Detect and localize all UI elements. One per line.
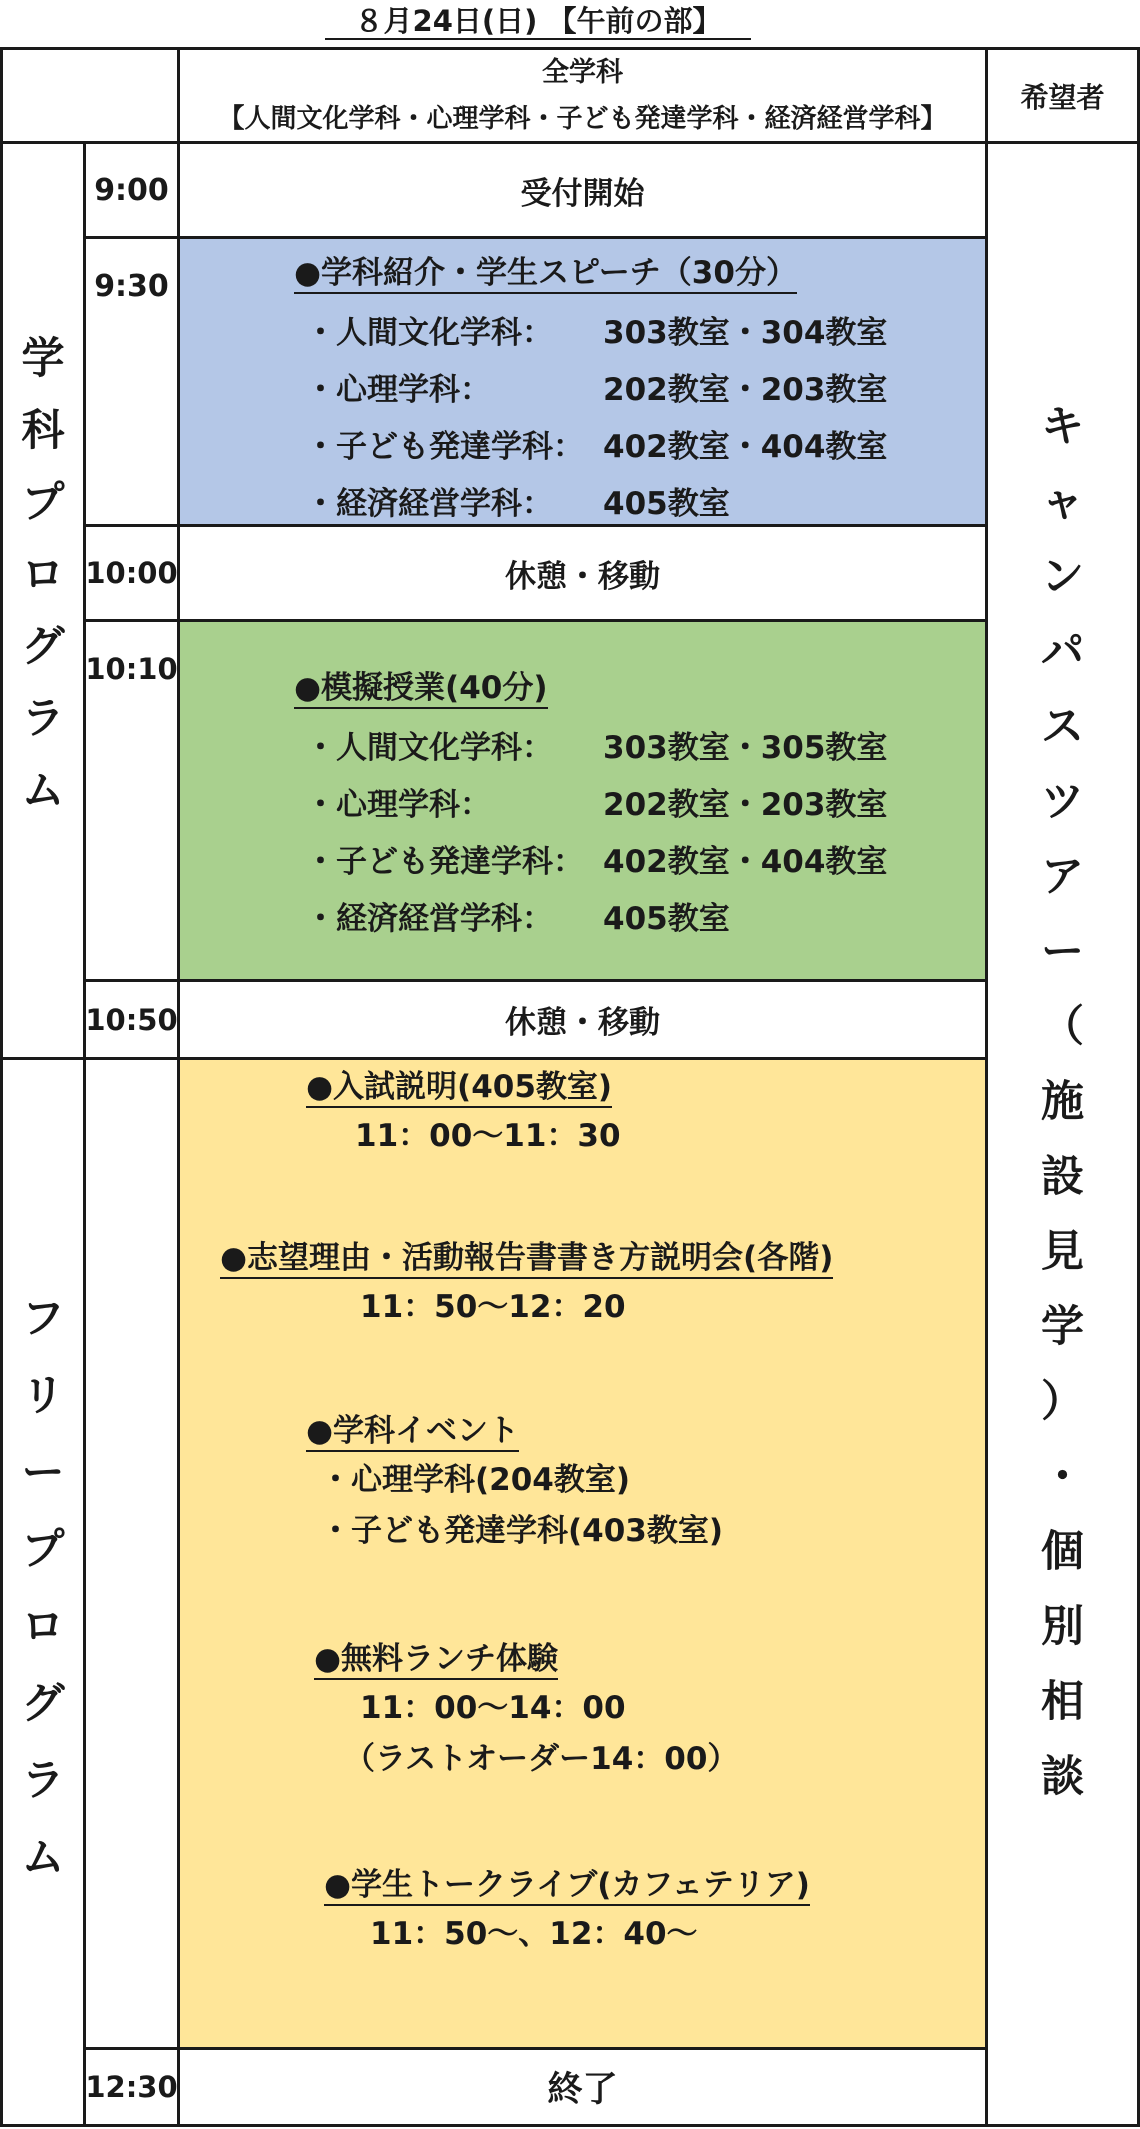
lunch-item bbox=[314, 1640, 738, 1782]
admission-heading: ●入試説明(405教室) bbox=[306, 1068, 612, 1108]
campus-tour-char: ン bbox=[1041, 552, 1084, 602]
page-title: ８月24日(日) 【午前の部】 bbox=[325, 4, 751, 40]
mock-class-block bbox=[180, 622, 988, 982]
departments-label: 全学科 bbox=[542, 56, 623, 88]
campus-tour-char: 学 bbox=[1041, 1302, 1084, 1352]
campus-tour-char: ツ bbox=[1041, 777, 1084, 827]
section-campus-tour bbox=[988, 144, 1140, 2127]
campus-tour-char: 設 bbox=[1041, 1152, 1084, 1202]
mock-room-row bbox=[305, 891, 887, 948]
mock-room-row bbox=[305, 834, 887, 891]
mock-room: 405教室 bbox=[603, 901, 730, 937]
gakka-program-char: グ bbox=[21, 622, 65, 672]
admission-item bbox=[306, 1068, 621, 1165]
essay-time: 11：50～12：20 bbox=[360, 1289, 626, 1325]
mock-dept: ・心理学科： bbox=[305, 787, 491, 823]
essay-item bbox=[220, 1239, 833, 1336]
talk-item bbox=[324, 1866, 810, 1963]
gakka-program-char: 科 bbox=[21, 406, 65, 456]
event-item bbox=[306, 1412, 723, 1554]
departments-list: 【人間文化学科・心理学科・子ども発達学科・経済経営学科】 bbox=[218, 103, 947, 134]
event-heading: ●学科イベント bbox=[306, 1412, 519, 1452]
time-0900: 9:00 bbox=[86, 144, 180, 239]
mock-dept: ・人間文化学科： bbox=[305, 730, 553, 766]
schedule-table bbox=[0, 47, 1140, 2127]
reception-cell: 受付開始 bbox=[180, 144, 988, 239]
mock-heading: ●模擬授業(40分) bbox=[294, 669, 548, 709]
header-wish-cell: 希望者 bbox=[988, 47, 1140, 144]
intro-dept: ・経済経営学科： bbox=[305, 486, 553, 522]
mock-dept: ・子ども発達学科： bbox=[305, 844, 584, 880]
intro-room-row bbox=[305, 476, 887, 533]
time-1010: 10:10 bbox=[86, 622, 180, 982]
time-1050: 10:50 bbox=[86, 982, 180, 1060]
admission-time: 11：00～11：30 bbox=[355, 1118, 621, 1154]
gakka-program-char: プ bbox=[21, 478, 65, 528]
event-line: ・心理学科(204教室) bbox=[320, 1462, 631, 1498]
header-corner-cell bbox=[0, 47, 180, 144]
free-program-char: ム bbox=[21, 1833, 65, 1883]
campus-tour-char: ス bbox=[1041, 702, 1084, 752]
campus-tour-char: キ bbox=[1041, 402, 1084, 452]
free-program-char: ロ bbox=[21, 1602, 65, 1652]
talk-heading: ●学生トークライブ(カフェテリア) bbox=[324, 1866, 810, 1906]
mock-room: 202教室・203教室 bbox=[603, 787, 888, 823]
break-cell-2: 休憩・移動 bbox=[180, 982, 988, 1060]
free-program-char: プ bbox=[21, 1525, 65, 1575]
campus-tour-char: ア bbox=[1041, 852, 1084, 902]
section-free-program bbox=[0, 1060, 86, 2127]
essay-heading: ●志望理由・活動報告書書き方説明会(各階) bbox=[220, 1239, 833, 1279]
intro-dept: ・心理学科： bbox=[305, 372, 491, 408]
campus-tour-char: 見 bbox=[1041, 1227, 1084, 1277]
mock-room-row bbox=[305, 777, 887, 834]
gakka-program-char: ロ bbox=[21, 550, 65, 600]
mock-dept: ・経済経営学科： bbox=[305, 901, 553, 937]
intro-room-row bbox=[305, 419, 887, 476]
intro-heading: ●学科紹介・学生スピーチ（30分） bbox=[294, 254, 797, 294]
section-gakka-program bbox=[0, 144, 86, 1060]
campus-tour-char: ・ bbox=[1041, 1452, 1084, 1502]
free-program-char: フ bbox=[21, 1294, 65, 1344]
free-program-char: ー bbox=[21, 1448, 65, 1498]
lunch-heading: ●無料ランチ体験 bbox=[314, 1640, 558, 1680]
intro-room: 405教室 bbox=[603, 486, 730, 522]
intro-dept: ・人間文化学科： bbox=[305, 315, 553, 351]
campus-tour-char: ー bbox=[1041, 927, 1084, 977]
end-cell: 終了 bbox=[180, 2050, 988, 2127]
campus-tour-char: （ bbox=[1041, 1002, 1084, 1052]
time-0930: 9:30 bbox=[86, 239, 180, 527]
free-program-char: ラ bbox=[21, 1756, 65, 1806]
mock-room: 303教室・305教室 bbox=[603, 730, 888, 766]
intro-dept: ・子ども発達学科： bbox=[305, 429, 584, 465]
intro-room-row bbox=[305, 362, 887, 419]
gakka-program-char: ム bbox=[21, 766, 65, 816]
time-free-blank bbox=[86, 1060, 180, 2050]
free-program-block bbox=[180, 1060, 988, 2050]
intro-room: 303教室・304教室 bbox=[603, 315, 888, 351]
free-program-char: リ bbox=[21, 1371, 65, 1421]
mock-room-row bbox=[305, 720, 887, 777]
break-cell-1: 休憩・移動 bbox=[180, 527, 988, 622]
campus-tour-char: ャ bbox=[1041, 477, 1084, 527]
lunch-note: （ラストオーダー14：00） bbox=[344, 1741, 739, 1777]
gakka-program-char: 学 bbox=[21, 334, 65, 384]
campus-tour-char: 談 bbox=[1041, 1752, 1084, 1802]
intro-block bbox=[180, 239, 988, 527]
campus-tour-char: 相 bbox=[1041, 1677, 1084, 1727]
campus-tour-char: パ bbox=[1041, 627, 1084, 677]
gakka-program-char: ラ bbox=[21, 694, 65, 744]
mock-room: 402教室・404教室 bbox=[603, 844, 888, 880]
free-program-char: グ bbox=[21, 1679, 65, 1729]
talk-time: 11：50～、12：40～ bbox=[370, 1916, 698, 1952]
time-1230: 12:30 bbox=[86, 2050, 180, 2127]
lunch-time: 11：00～14：00 bbox=[360, 1690, 626, 1726]
intro-room: 402教室・404教室 bbox=[603, 429, 888, 465]
intro-room-row bbox=[305, 305, 887, 362]
campus-tour-char: 個 bbox=[1041, 1527, 1084, 1577]
time-1000: 10:00 bbox=[86, 527, 180, 622]
event-line: ・子ども発達学科(403教室) bbox=[320, 1513, 724, 1549]
campus-tour-char: ） bbox=[1041, 1377, 1084, 1427]
header-departments-cell bbox=[180, 47, 988, 144]
campus-tour-char: 別 bbox=[1041, 1602, 1084, 1652]
intro-room: 202教室・203教室 bbox=[603, 372, 888, 408]
campus-tour-char: 施 bbox=[1041, 1077, 1084, 1127]
